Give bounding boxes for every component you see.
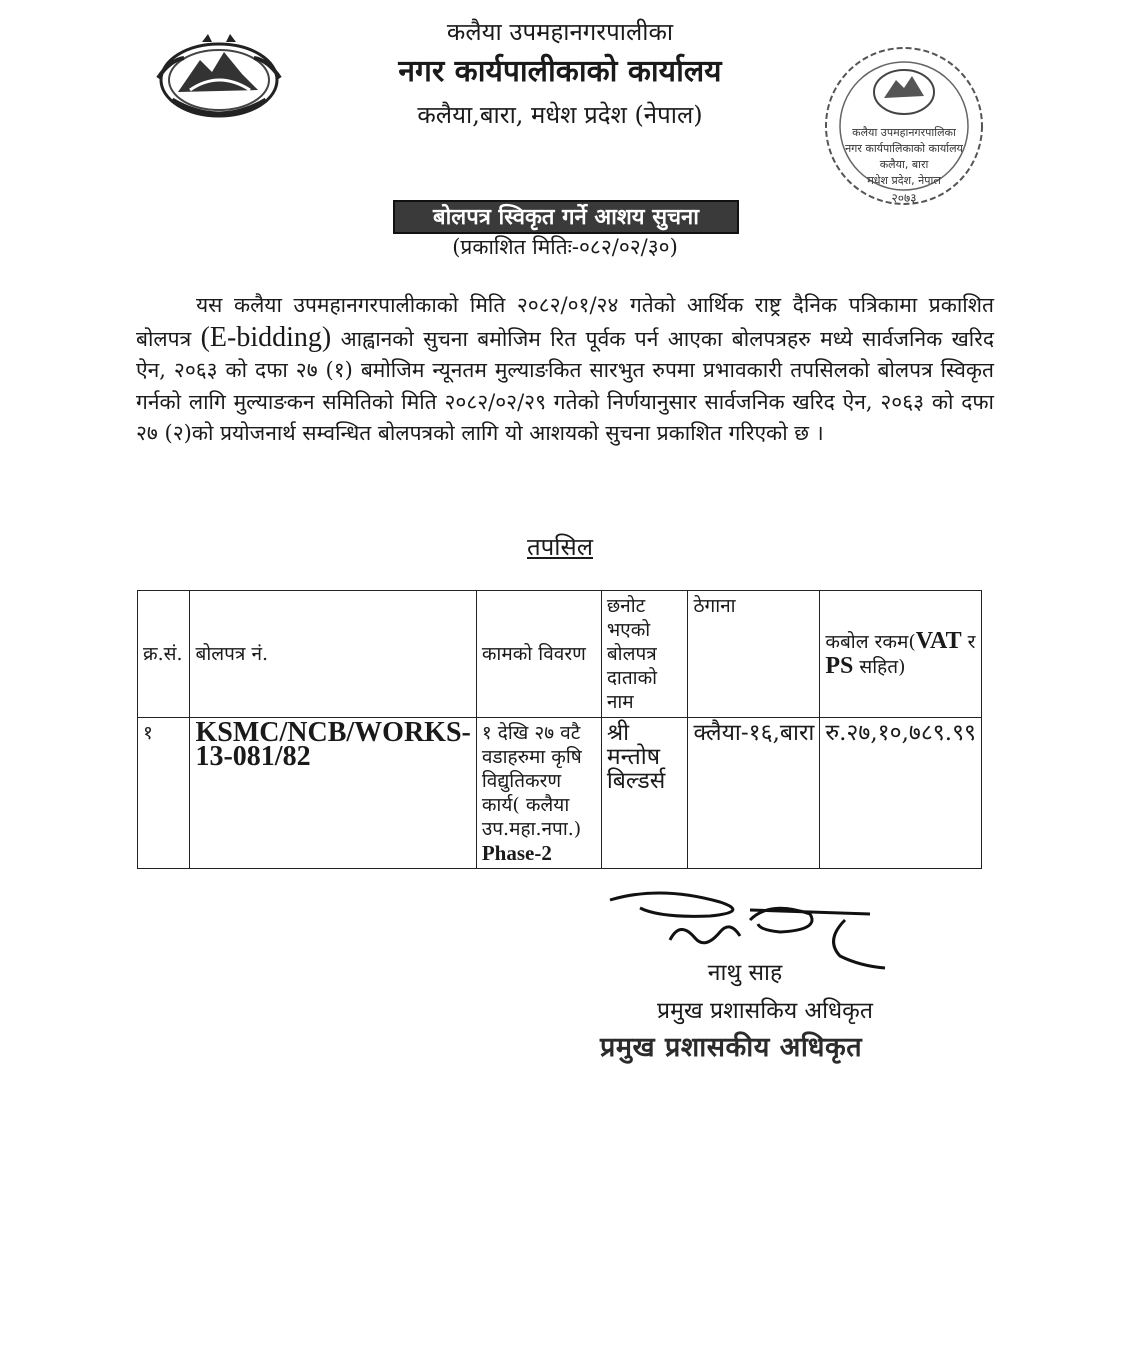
- notice-title: बोलपत्र स्विकृत गर्ने आशय सुचना: [393, 200, 739, 234]
- office-name: नगर कार्यपालीकाको कार्यालय: [398, 54, 722, 89]
- handwritten-signature-icon: [600, 880, 890, 970]
- svg-text:कलैया, बारा: कलैया, बारा: [879, 158, 929, 171]
- body-part-1: यस कलैया उपमहानगरपालीकाको मिति २०८२/०१/२४ गतेको आर्थिक राष्ट्र दैनिक पत्रिकामा प्रकाशित बोलपत्र: [136, 293, 994, 351]
- nepal-emblem-icon: [150, 30, 288, 122]
- cell-work: १ देखि २७ वटै वडाहरुमा कृषि विद्युतिकरण कार्य( कलैया उप.महा.नपा.) Phase-2: [476, 718, 601, 869]
- cell-amount: रु.२७,१०,७८९.९९: [820, 718, 982, 869]
- notice-body: [136, 290, 994, 450]
- svg-text:नगर कार्यपालिकाको कार्यालय: नगर कार्यपालिकाको कार्यालय: [845, 142, 963, 155]
- cell-bid-no: KSMC/NCB/WORKS-13-081/82: [190, 718, 476, 869]
- cell-bidder: श्री मन्तोष बिल्डर्स: [601, 718, 688, 869]
- municipality-name: कलैया उपमहानगरपालीका: [446, 18, 674, 46]
- svg-text:२०७३: २०७३: [891, 191, 917, 205]
- letterhead: [300, 18, 820, 130]
- bid-table: [137, 590, 982, 869]
- svg-text:मधेश प्रदेश, नेपाल: मधेश प्रदेश, नेपाल: [867, 174, 941, 187]
- office-address: कलैया,बारा, मधेश प्रदेश (नेपाल): [417, 101, 703, 129]
- schedule-heading: तपसिल: [526, 533, 594, 561]
- signatory-name: नाथु साह: [707, 960, 783, 986]
- header-sn: क्र.सं.: [138, 591, 190, 718]
- header-address: ठेगाना: [688, 591, 820, 718]
- header-bid-no: बोलपत्र नं.: [190, 591, 476, 718]
- svg-text:कलैया उपमहानगरपालिका: कलैया उपमहानगरपालिका: [852, 126, 956, 139]
- e-bidding-label: (E-bidding): [200, 321, 332, 353]
- table-header-row: [138, 591, 982, 718]
- designation-stamp: प्रमुख प्रशासकीय अधिकृत: [600, 1032, 863, 1063]
- header-bidder: छनोट भएको बोलपत्र दाताको नाम: [601, 591, 688, 718]
- cell-sn: १: [138, 718, 190, 869]
- signatory-designation: प्रमुख प्रशासकिय अधिकृत: [657, 998, 873, 1024]
- cell-work-phase: Phase-2: [481, 841, 552, 865]
- table-row: [138, 718, 982, 869]
- cell-address: क्लैया-१६,बारा: [688, 718, 820, 869]
- header-work: कामको विवरण: [476, 591, 601, 718]
- office-seal-icon: [818, 40, 990, 212]
- publish-date: (प्रकाशित मितिः-०८२/०२/३०): [452, 235, 678, 259]
- body-part-2: आह्वानको सुचना बमोजिम रित पूर्वक पर्न आएका बोलपत्रहरु मध्ये सार्वजनिक खरिद ऐन, २०६३ को दफा २७ (१) बमोजिम न्यूनतम मुल्याङकित सारभुत रुपमा प्रभावकारी तपसिलको बोलपत्र स्विकृत गर्नको लागि मुल्याङकन समितिको मिति २०८२/०२/२९ गतेको निर्णयानुसार सार्वजनिक खरिद ऐन, २०६३ को दफा २७ (२)को प्रयोजनार्थ सम्वन्धित बोलपत्रको लागि यो आशयको सुचना प्रकाशित गरिएको छ ।: [136, 326, 994, 445]
- header-amount: कबोल रकम(VAT र PS सहित): [820, 591, 982, 718]
